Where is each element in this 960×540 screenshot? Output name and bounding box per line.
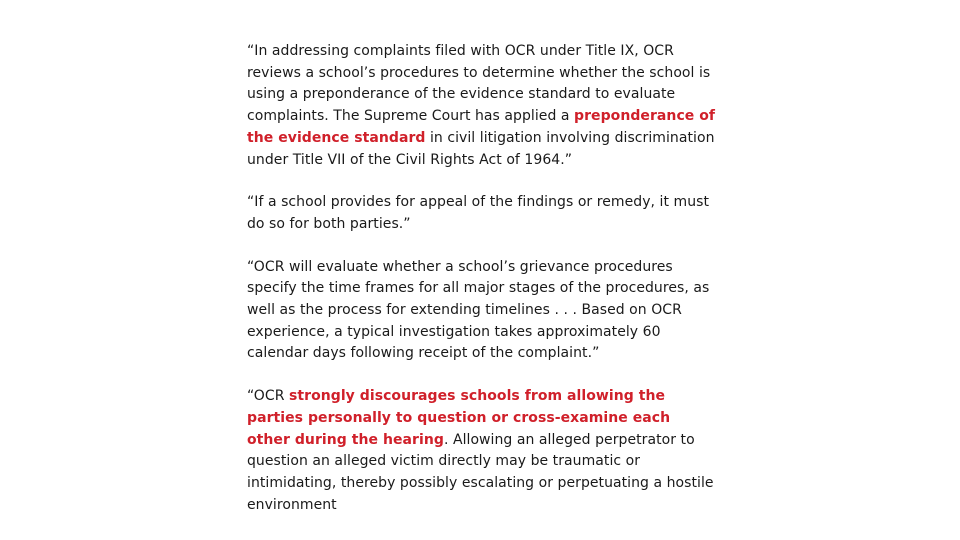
- quote-list: [247, 41, 717, 537]
- quote-text: . Allowing an alleged perpetrator to question an alleged victim directly may be traumatic or intimidating, thereby possibly escalating or perpetuating a hostile environment: [247, 431, 714, 513]
- quote-time-frames: [247, 257, 717, 366]
- highlighted-phrase: strongly discourages schools from allowing the parties personally to question or cross-examine each other during the hearing: [247, 388, 671, 448]
- quote-title-ix-standard: [247, 41, 717, 171]
- quote-text: in civil litigation involving discrimination under Title VII of the Civil Rights Act of 1964.”: [247, 129, 715, 168]
- quote-text: “OCR: [247, 388, 289, 405]
- highlighted-phrase: preponderance of the evidence standard: [247, 108, 716, 146]
- quote-text: “OCR will evaluate whether a school’s grievance procedures specify the time frames for all major stages of the procedures, as well as the process for extending timelines . . . Based on OCR experience, a typical investigation takes approximately 60 calendar days following receipt of the complaint.”: [247, 258, 710, 362]
- quote-text: “In addressing complaints filed with OCR under Title IX, OCR reviews a school’s procedures to determine whether the school is using a preponderance of the evidence standard to evaluate complaints. The Supreme Court has applied a: [247, 43, 711, 125]
- quote-appeal: [247, 192, 717, 235]
- quote-cross-examination: [247, 386, 717, 516]
- quote-text: “If a school provides for appeal of the findings or remedy, it must do so for both parties.”: [247, 194, 709, 232]
